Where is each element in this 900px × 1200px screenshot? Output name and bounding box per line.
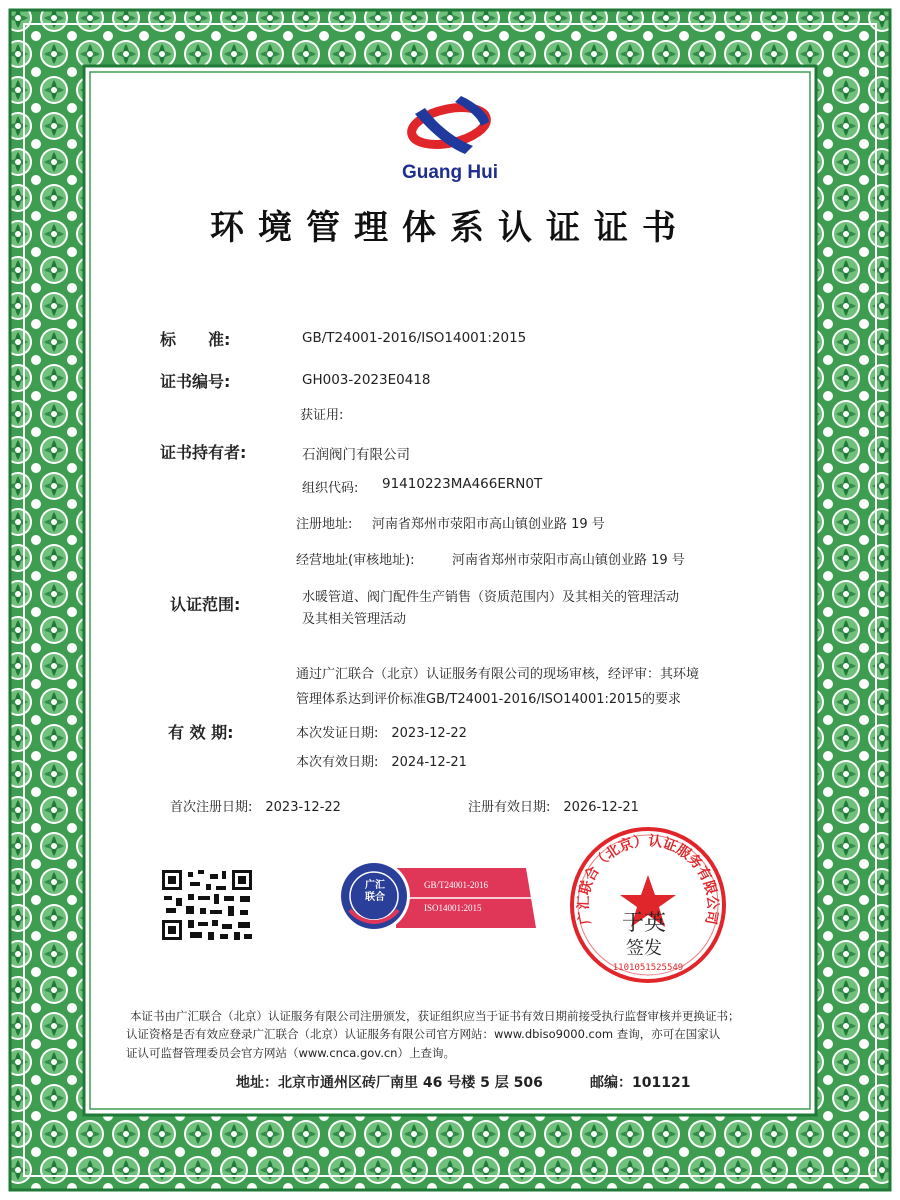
- received-label: 获证用:: [300, 408, 344, 423]
- op-addr-value: 河南省郑州市荥阳市高山镇创业路 19 号: [452, 553, 685, 568]
- footer-line-1: 本证书由广汇联合（北京）认证服务有限公司注册颁发，获证组织应当于证书有效日期前接受执行监督审核并更换证书；: [130, 1009, 740, 1023]
- badge-standard-1: GB/T24001-2016: [424, 880, 488, 890]
- expire-date: 本次有效日期: 2024-12-21: [296, 755, 467, 770]
- guanghui-logo-icon: [405, 88, 495, 166]
- footer-address: 地址：北京市通州区砖厂南里 46 号楼 5 层 506: [236, 1075, 543, 1091]
- svg-text:1101051525549: 1101051525549: [612, 963, 684, 973]
- holder-value: 石润阀门有限公司: [302, 447, 410, 463]
- footer-line-2: 认证资格是否有效应登录广汇联合（北京）认证服务有限公司官方网站：www.dbiso9000.com 查询，亦可在国家认: [126, 1027, 721, 1041]
- qr-code-icon: [160, 868, 254, 942]
- standard-label: 标 准:: [160, 330, 231, 349]
- reg-addr-label: 注册地址:: [296, 517, 353, 532]
- scope-label: 认证范围:: [170, 595, 241, 614]
- standard-value: GB/T24001-2016/ISO14001:2015: [302, 330, 527, 346]
- scope-line-2: 及其相关管理活动: [302, 612, 407, 627]
- issue-date: 本次发证日期: 2023-12-22: [296, 726, 467, 741]
- signature-title: 签发: [626, 938, 662, 959]
- badge-standard-2: ISO14001:2015: [424, 903, 482, 913]
- org-code-value: 91410223MA466ERN0T: [382, 476, 543, 492]
- badge-circle-text: 广汇联合: [365, 880, 385, 903]
- statement-line-2: 管理体系达到评价标准GB/T24001-2016/ISO14001:2015的要求: [296, 692, 681, 707]
- org-code-label: 组织代码:: [302, 481, 359, 496]
- official-seal-icon: [568, 825, 728, 985]
- reg-addr-value: 河南省郑州市荥阳市高山镇创业路 19 号: [372, 517, 605, 532]
- signature-name: 于英: [622, 911, 667, 936]
- op-addr-label: 经营地址(审核地址):: [296, 553, 415, 568]
- registration-valid-date: 注册有效日期: 2026-12-21: [468, 800, 639, 815]
- footer-postcode: 邮编：101121: [590, 1075, 691, 1091]
- certificate-title: 环境管理体系认证证书: [210, 208, 690, 248]
- statement-line-1: 通过广汇联合（北京）认证服务有限公司的现场审核，经评审：其环境: [296, 667, 700, 682]
- scope-line-1: 水暖管道、阀门配件生产销售（资质范围内）及其相关的管理活动: [302, 590, 680, 605]
- svg-text:广汇联合（北京）认证服务有限公司: 广汇联合（北京）认证服务有限公司: [575, 833, 721, 926]
- holder-label: 证书持有者:: [160, 443, 247, 462]
- cert-no-label: 证书编号:: [160, 372, 231, 391]
- cert-no-value: GH003-2023E0418: [302, 372, 431, 388]
- brand-name: Guang Hui: [401, 162, 499, 183]
- validity-label: 有 效 期:: [168, 723, 234, 742]
- first-registration-date: 首次注册日期: 2023-12-22: [170, 800, 341, 815]
- footer-line-3: 证认可监督管理委员会官方网站（www.cnca.gov.cn）上查询。: [126, 1046, 455, 1060]
